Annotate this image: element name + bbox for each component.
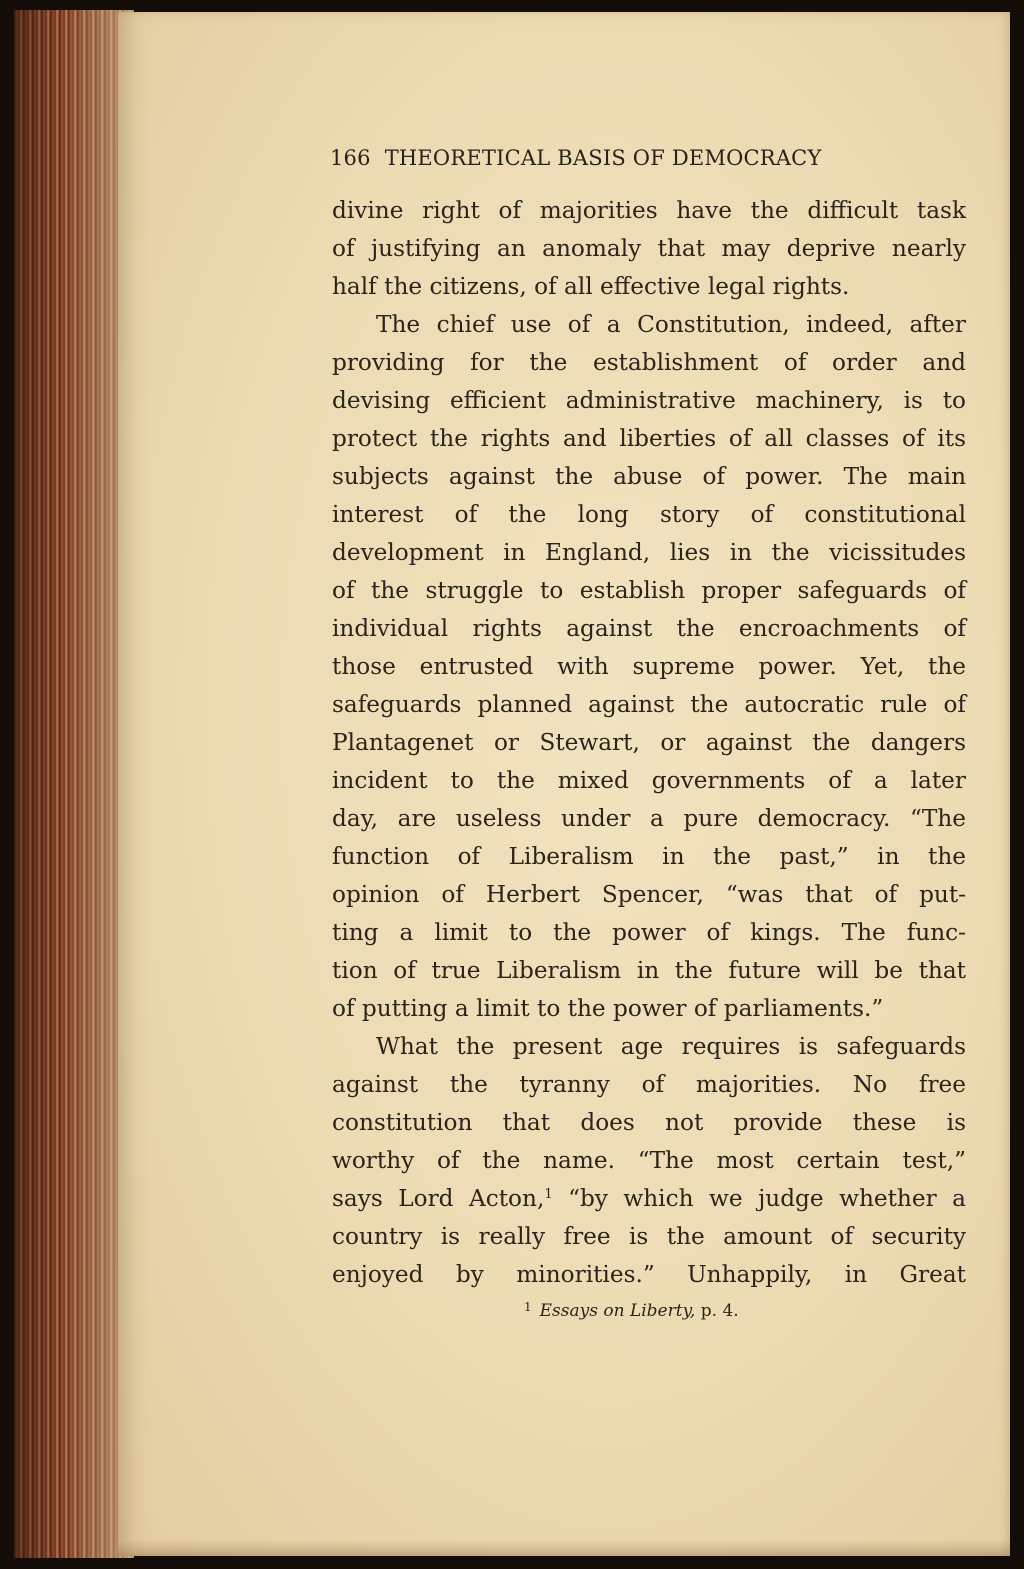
text-fragment: “by which we judge whether a <box>568 1185 966 1212</box>
text-line: those entrusted with supreme power. Yet, the <box>332 653 966 680</box>
text-line: constitution that does not provide these is <box>332 1109 966 1136</box>
text-line: half the citizens, of all effective legal rights. <box>332 273 850 300</box>
text-line: individual rights against the encroachments of <box>332 615 966 642</box>
text-line: ting a limit to the power of kings. The func- <box>332 919 966 946</box>
text-line: Plantagenet or Stewart, or against the dangers <box>332 729 966 756</box>
text-line: subjects against the abuse of power. The main <box>332 463 966 490</box>
footnote-reference[interactable]: 1 <box>544 1187 553 1202</box>
text-fragment: says Lord Acton, <box>332 1185 545 1212</box>
text-line: safeguards planned against the autocratic rule of <box>332 691 966 718</box>
text-line: function of Liberalism in the past,” in the <box>332 843 966 870</box>
text-line: divine right of majorities have the difficult task <box>332 197 966 224</box>
body-text <box>332 192 966 1294</box>
running-header <box>330 146 970 170</box>
text-line: What the present age requires is safeguards <box>376 1033 966 1060</box>
text-line: The chief use of a Constitution, indeed, after <box>376 311 966 338</box>
text-line: devising efficient administrative machinery, is to <box>332 387 966 414</box>
running-title: THEORETICAL BASIS OF DEMOCRACY <box>384 146 822 170</box>
text-line: enjoyed by minorities.” Unhappily, in Great <box>332 1261 966 1288</box>
text-line: country is really free is the amount of security <box>332 1223 966 1250</box>
page-number: 166 <box>330 146 371 170</box>
text-line: development in England, lies in the vicissitudes <box>332 539 966 566</box>
text-line: day, are useless under a pure democracy. “The <box>332 805 966 832</box>
footnote <box>524 1300 739 1321</box>
page-bottom-shadow <box>118 1540 1010 1556</box>
text-line: of justifying an anomaly that may deprive nearly <box>332 235 966 262</box>
text-line: tion of true Liberalism in the future will be that <box>332 957 966 984</box>
text-line-with-footnote-ref <box>332 1180 966 1218</box>
text-line: against the tyranny of majorities. No free <box>332 1071 966 1098</box>
footnote-title: Essays on Liberty, <box>539 1301 696 1321</box>
footnote-page: p. 4. <box>700 1301 739 1321</box>
text-line: opinion of Herbert Spencer, “was that of put- <box>332 881 966 908</box>
text-line: of the struggle to establish proper safeguards of <box>332 577 966 604</box>
text-line: interest of the long story of constitutional <box>332 501 966 528</box>
footnote-marker: 1 <box>524 1300 532 1314</box>
text-line: worthy of the name. “The most certain test,” <box>332 1147 966 1174</box>
text-line: incident to the mixed governments of a later <box>332 767 966 794</box>
book-page-edges <box>14 10 134 1558</box>
text-line: protect the rights and liberties of all classes of its <box>332 425 966 452</box>
text-line: of putting a limit to the power of parliaments.” <box>332 995 884 1022</box>
text-line: providing for the establishment of order and <box>332 349 966 376</box>
